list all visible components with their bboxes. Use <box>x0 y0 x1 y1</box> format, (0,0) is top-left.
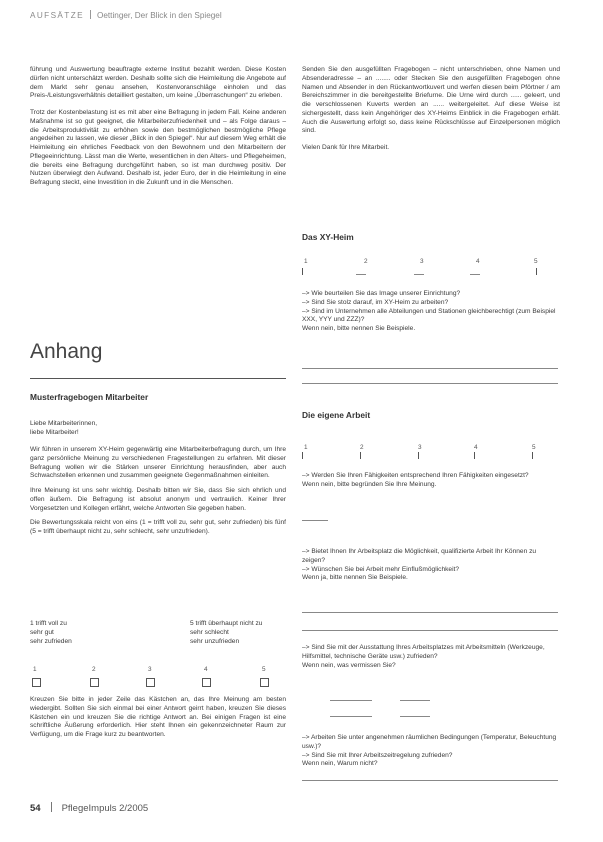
answer-line[interactable] <box>302 383 558 384</box>
scale-tick <box>536 268 537 275</box>
header-author-title: Oettinger, Der Blick in den Spiegel <box>96 11 222 20</box>
answer-line[interactable] <box>356 274 366 275</box>
question-block: –> Bietet Ihnen Ihr Arbeitsplatz die Möglichkeit, qualifizierte Arbeit Ihr Können zu zeigen? –> Wünschen Sie bei Arbeit mehr Einflußmöglichkeit? Wenn ja, bitte nennen Sie Beispiele. <box>302 548 537 582</box>
legend-item: 1 trifft voll zu <box>30 620 67 627</box>
question-block: –> Werden Sie Ihren Fähigkeiten entsprechend Ihren Fähigkeiten eingesetzt? Wenn nein, bitte begründen Sie Ihre Meinung. <box>302 472 529 488</box>
answer-line[interactable] <box>400 700 430 701</box>
answer-line[interactable] <box>470 274 480 275</box>
scale-tick <box>474 452 475 459</box>
salutation: Liebe Mitarbeiterinnen, liebe Mitarbeiter! <box>30 420 98 436</box>
scale-label: 3 <box>418 444 422 451</box>
scale-tick <box>360 452 361 459</box>
paragraph: Kreuzen Sie bitte in jeder Zeile das Kästchen an, das Ihre Meinung am besten wiedergibt. Sollten Sie sich einmal bei einer Antwort geirrt haben, kreuzen Sie dieses Kästchen ein und kreuzen Sie die richtige Antwort an. Bei einigen Fragen ist eine schriftliche Äußerung erforderlich. Hier steht Ihnen ein gekennzeichneter Raum zur Verfügung, um die Frage kurz zu beantworten. <box>30 696 286 738</box>
instructions <box>30 696 286 746</box>
scale-legend-right <box>190 620 290 646</box>
legend-item: sehr zufrieden <box>30 637 72 645</box>
rating-checkbox[interactable] <box>202 678 211 687</box>
journal-name: PflegeImpuls 2/2005 <box>61 803 149 814</box>
scale-label: 4 <box>204 666 208 673</box>
scale-label: 5 <box>534 258 538 265</box>
rating-scale <box>30 666 286 678</box>
section-label: AUFSÄTZE <box>30 11 84 20</box>
section-title-xy-heim: Das XY-Heim <box>302 232 354 242</box>
answer-line[interactable] <box>302 520 328 521</box>
scale-label: 2 <box>92 666 96 673</box>
answer-line[interactable] <box>302 630 558 631</box>
scale-label: 4 <box>476 258 480 265</box>
legend-item: 5 trifft überhaupt nicht zu <box>190 620 263 627</box>
scale-tick <box>302 452 303 459</box>
answer-line[interactable] <box>302 780 558 781</box>
rating-checkbox[interactable] <box>260 678 269 687</box>
paragraph: führung und Auswertung beauftragte externe Institut bezahlt werden. Diese Kosten dürfen nicht unterschätzt werden. Deshalb sollte sich die Heimleitung die Angebote auf dem Markt sehr genau ansehen, Kostenvoranschläge einholen und das Preis-/Leistungsverhältnis detailliert gestalten, um keine „Überraschungen“ zu erleben. <box>30 66 286 100</box>
legend-item: sehr gut <box>30 628 54 636</box>
scale-tick <box>532 452 533 459</box>
scale-label: 2 <box>360 444 364 451</box>
answer-line[interactable] <box>330 716 372 717</box>
answer-line[interactable] <box>400 716 430 717</box>
scale-label: 1 <box>304 444 308 451</box>
scale-label: 5 <box>532 444 536 451</box>
answer-line[interactable] <box>302 368 558 369</box>
paragraph: Wir führen in unserem XY-Heim gegenwärtig eine Mitarbeiterbefragung durch, um Ihre ganz persönliche Meinung zu verschiedenen Fragestellungen zu erfahren. Mit dieser Befragung wollen wir die Stärken unserer Einrichtung herausfinden, aber auch Schwachstellen erkennen und zusammen geeignete Gegenmaßnahmen einleiten. <box>30 446 286 480</box>
scale-label: 5 <box>262 666 266 673</box>
left-column-text <box>30 66 286 196</box>
running-header <box>30 10 222 20</box>
header-divider <box>90 10 91 19</box>
footer-divider <box>51 802 52 812</box>
scale-tick <box>418 452 419 459</box>
paragraph: Trotz der Kostenbelastung ist es mit aber eine Befragung in jedem Fall. Keine anderen Maßnahme ist so gut geeignet, die Mitarbeiterzufriedenheit und – als Folge daraus – die Arbeitsproduktivität zu erhöhen sowie den bestmöglichen bestmögliche Pflege angedeihen zu lassen, wie dieser „Blick in den Spiegel“. Nur auf diesem Weg erhält die Heimleitung ein ehrliches Feedback von den Bewohnern und den Mitarbeitern der Pflegeeinrichtung. Lässt man die Werte, wesentlichen in den Alters- und Pflegeheimen, die bereits eine Befragung durchgeführt haben, so ist man durchweg positiv. Der Nutzen überwiegt den Aufwand. Deshalb ist, jeder Euro, der in die Heimleitung in eine Befragung steckt, eine Investition in die Zukunft und in die Menschen. <box>30 109 286 186</box>
rating-scale <box>302 444 542 464</box>
answer-line[interactable] <box>302 612 558 613</box>
answer-line[interactable] <box>414 274 424 275</box>
scale-label: 3 <box>420 258 424 265</box>
scale-label: 1 <box>304 258 308 265</box>
paragraph: Senden Sie den ausgefüllten Fragebogen – nicht unterschrieben, ohne Namen und Absenderadresse – an ........ oder Stecken Sie den ausgefüllten Fragebogen ohne Namen und Absender in den Rückantwortkuvert und werfen diesen beim Pförtner / am Bereichszimmer in die bereitgestellte Briefurne. Die Urne wird durch ...... geleert, und die verschlossenen Kuverts werden an ...... weitergeleitet. Auf diese Weise ist sichergestellt, dass kein Angehöriger des XY-Heims Einblick in die Fragebogen erhält. Auch die Auswertung erfolgt so, dass keine Rückschlüsse auf Einzelpersonen möglich sind. <box>302 66 560 135</box>
scale-label: 3 <box>148 666 152 673</box>
rating-checkbox[interactable] <box>90 678 99 687</box>
legend-item: sehr unzufrieden <box>190 637 240 645</box>
intro-text <box>30 446 286 543</box>
rating-checkbox[interactable] <box>146 678 155 687</box>
legend-item: sehr schlecht <box>190 628 229 636</box>
paragraph: Die Bewertungsskala reicht von eins (1 = trifft voll zu, sehr gut, sehr zufrieden) bis fünf (5 = trifft überhaupt nicht zu, sehr schlecht, sehr unzufrieden). <box>30 519 286 535</box>
scale-label: 2 <box>364 258 368 265</box>
scale-label: 1 <box>33 666 37 673</box>
page-number: 54 <box>30 803 41 814</box>
page-footer <box>30 802 148 814</box>
appendix-heading: Anhang <box>30 340 103 363</box>
rating-checkbox[interactable] <box>32 678 41 687</box>
question-block: –> Sind Sie mit der Ausstattung Ihres Arbeitsplatzes mit Arbeitsmitteln (Werkzeuge, Hilfsmittel, technische Geräte usw.) zufrieden? Wenn nein, was vermissen Sie? <box>302 644 545 669</box>
question-block: –> Arbeiten Sie unter angenehmen räumlichen Bedingungen (Temperatur, Beleuchtung usw.)? –> Sind Sie mit Ihrer Arbeitszeitregelung zufrieden? Wenn nein, Warum nicht? <box>302 734 557 768</box>
answer-line[interactable] <box>330 700 372 701</box>
divider <box>30 378 286 379</box>
questions-xy-heim: –> Wie beurteilen Sie das Image unserer Einrichtung? –> Sind Sie stolz darauf, im XY-Heim zu arbeiten? –> Sind im Unternehmen alle Abteilungen und Stationen gleichberechtigt (zum Beispiel XXX, YYY und ZZZ)? Wenn nein, bitte nennen Sie Beispiele. <box>302 290 556 332</box>
scale-legend-left <box>30 620 160 646</box>
right-column-text <box>302 66 560 161</box>
scale-label: 4 <box>474 444 478 451</box>
paragraph: Ihre Meinung ist uns sehr wichtig. Deshalb bitten wir Sie, dass Sie sich ehrlich und offen äußern. Die Befragung ist absolut anonym und vertraulich. Keiner Ihrer Vorgesetzten und Kollegen erfährt, welche Antworten Sie gegeben haben. <box>30 487 286 512</box>
paragraph: Vielen Dank für Ihre Mitarbeit. <box>302 144 390 151</box>
rating-scale <box>302 258 542 278</box>
scale-tick <box>302 268 303 275</box>
questionnaire-title: Musterfragebogen Mitarbeiter <box>30 392 149 402</box>
section-title-eigene-arbeit: Die eigene Arbeit <box>302 410 371 420</box>
